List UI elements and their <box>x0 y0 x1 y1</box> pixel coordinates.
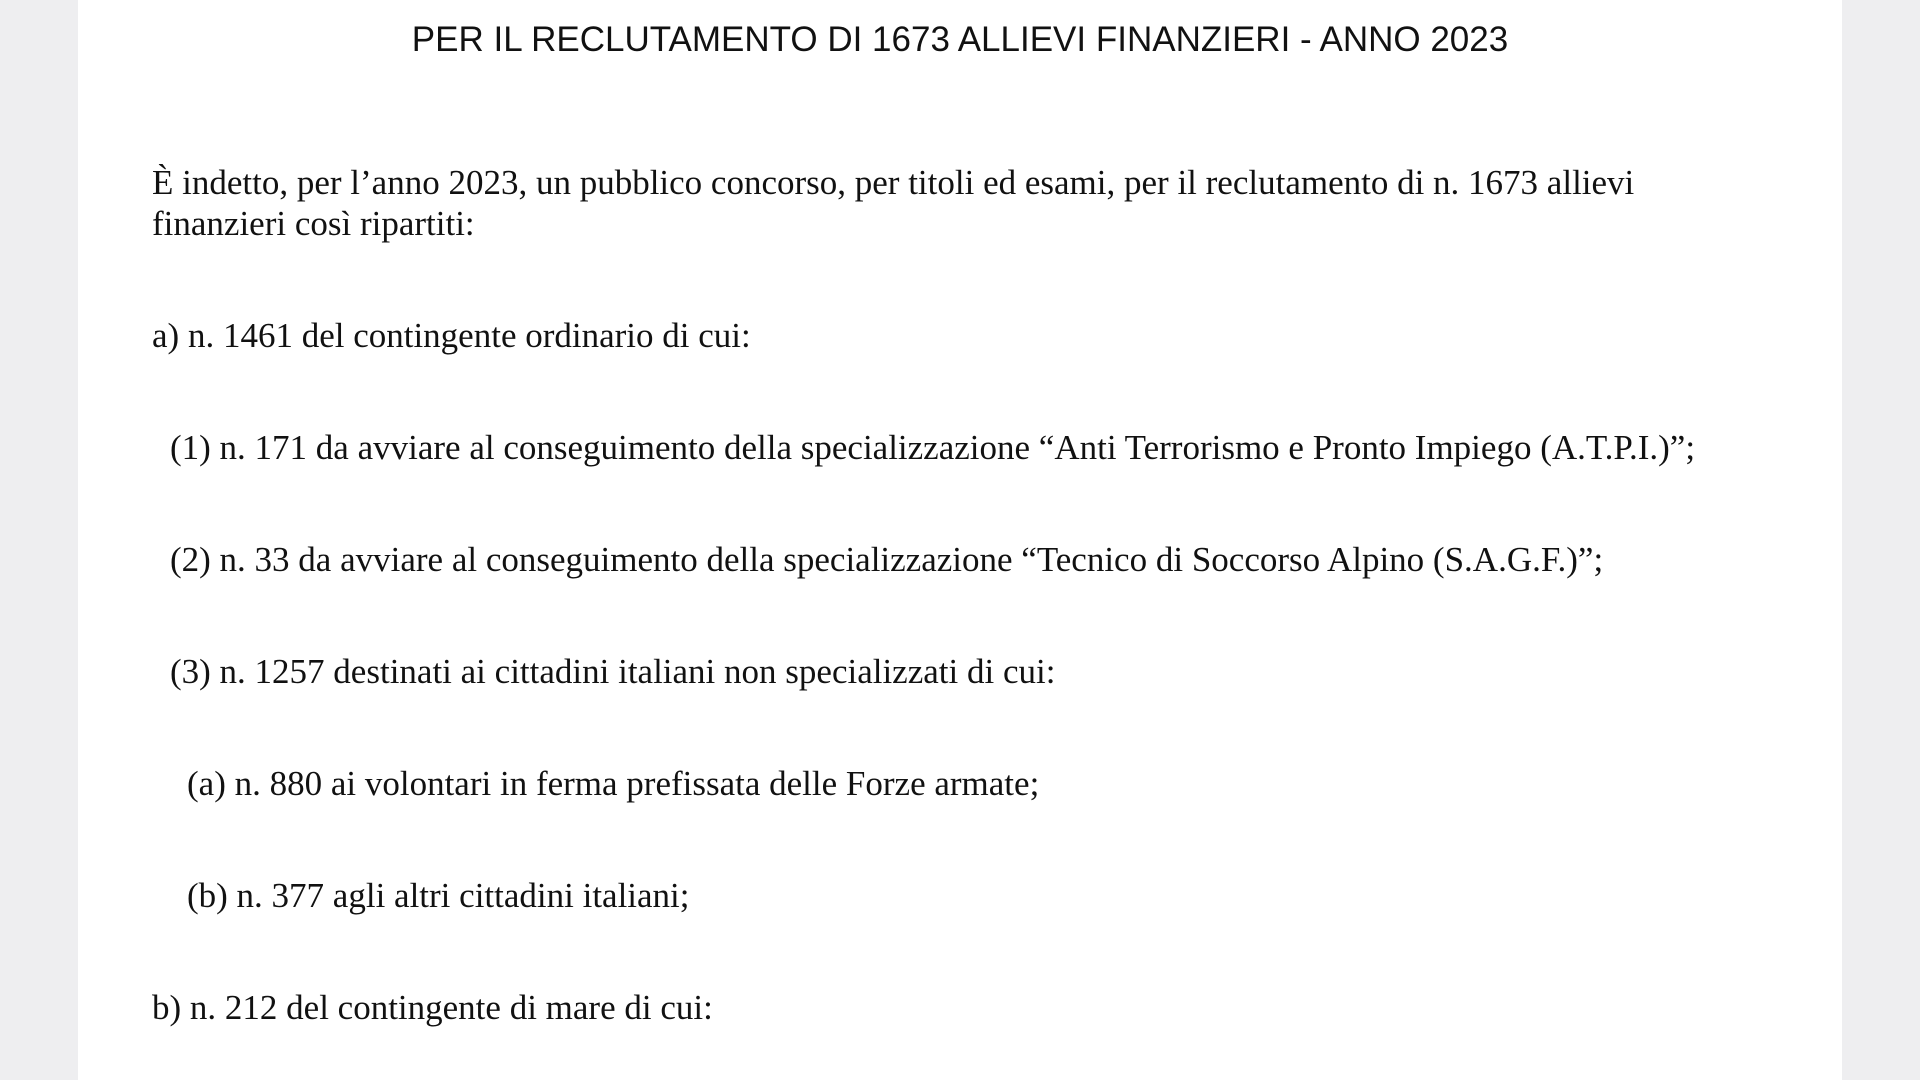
list-item-a: a) n. 1461 del contingente ordinario di cui: <box>152 316 751 355</box>
intro-line-2: finanzieri così ripartiti: <box>152 204 475 243</box>
list-item-a-1: (1) n. 171 da avviare al conseguimento della specializzazione “Anti Terrorismo e Pronto Impiego (A.T.P.I.)”; <box>170 428 1696 467</box>
intro-line-1: È indetto, per l’anno 2023, un pubblico concorso, per titoli ed esami, per il reclutamento di n. 1673 allievi <box>152 163 1635 202</box>
list-item-a-3-b: (b) n. 377 agli altri cittadini italiani; <box>187 876 690 915</box>
list-item-b: b) n. 212 del contingente di mare di cui: <box>152 988 713 1027</box>
list-item-a-2: (2) n. 33 da avviare al conseguimento della specializzazione “Tecnico di Soccorso Alpino (S.A.G.F.)”; <box>170 540 1604 579</box>
list-item-a-3-a: (a) n. 880 ai volontari in ferma prefissata delle Forze armate; <box>187 764 1040 803</box>
document-page <box>78 0 1842 1080</box>
list-item-a-3: (3) n. 1257 destinati ai cittadini italiani non specializzati di cui: <box>170 652 1056 691</box>
document-heading: PER IL RECLUTAMENTO DI 1673 ALLIEVI FINANZIERI - ANNO 2023 <box>411 20 1509 59</box>
